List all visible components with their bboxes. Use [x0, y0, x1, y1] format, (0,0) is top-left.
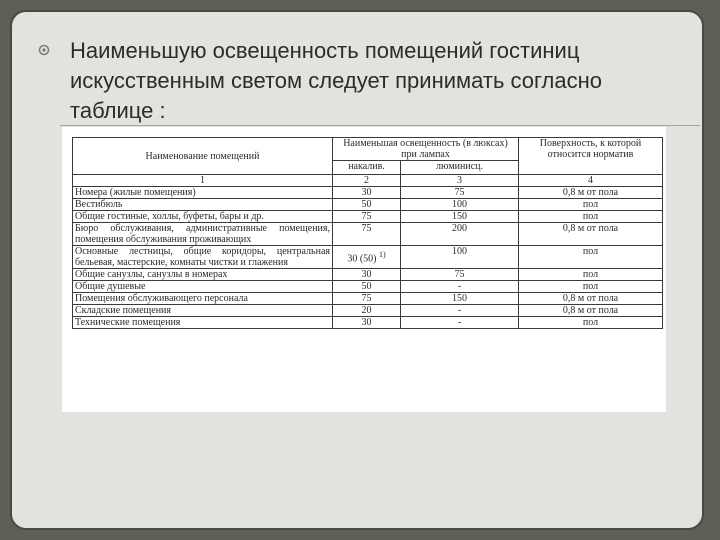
surface-cell: пол [519, 269, 663, 281]
luminescent-cell: 100 [401, 246, 519, 269]
room-name-cell: Общие санузлы, санузлы в номерах [73, 269, 333, 281]
table-row [73, 281, 663, 293]
incandescent-cell: 75 [333, 211, 401, 223]
surface-cell: пол [519, 211, 663, 223]
table-row [73, 223, 663, 246]
table-row [73, 305, 663, 317]
table-row [73, 293, 663, 305]
incandescent-cell: 20 [333, 305, 401, 317]
surface-cell: пол [519, 281, 663, 293]
header-incandescent: накалив. [333, 161, 401, 175]
room-name-cell: Основные лестницы, общие коридоры, центральная бельевая, мастерские, комнаты чистки и глажения [73, 246, 333, 269]
illumination-table [72, 137, 663, 329]
bullet-circle-icon [38, 36, 58, 126]
room-name-cell: Технические помещения [73, 317, 333, 329]
bullet-line-1: Наименьшую освещенность помещений гостиниц [70, 38, 580, 63]
luminescent-cell: 200 [401, 223, 519, 246]
surface-cell: пол [519, 246, 663, 269]
table-row [73, 187, 663, 199]
surface-cell: 0,8 м от пола [519, 293, 663, 305]
luminescent-cell: 150 [401, 293, 519, 305]
bullet-line-2: искусственным светом следует принимать согласно [70, 68, 603, 93]
table-row [73, 246, 663, 269]
room-name-cell: Общие гостиные, холлы, буфеты, бары и др. [73, 211, 333, 223]
table-row [73, 211, 663, 223]
luminescent-cell: 150 [401, 211, 519, 223]
table-row [73, 269, 663, 281]
bullet-text [70, 36, 602, 126]
header-room-name: Наименование помещений [73, 138, 333, 175]
incandescent-cell: 75 [333, 223, 401, 246]
surface-cell: пол [519, 317, 663, 329]
header-surface: Поверхность, к которой относится норматив [519, 138, 663, 175]
incandescent-cell [333, 246, 401, 269]
incandescent-cell: 75 [333, 293, 401, 305]
index-cell: 2 [333, 175, 401, 187]
room-name-cell: Вестибюль [73, 199, 333, 211]
incandescent-cell: 30 [333, 187, 401, 199]
slide [10, 10, 704, 530]
surface-cell: 0,8 м от пола [519, 187, 663, 199]
room-name-cell: Помещения обслуживающего персонала [73, 293, 333, 305]
surface-cell: 0,8 м от пола [519, 305, 663, 317]
bullet-line-3: таблице : [70, 98, 166, 123]
luminescent-cell: - [401, 305, 519, 317]
table-image [62, 127, 666, 412]
surface-cell: 0,8 м от пола [519, 223, 663, 246]
table-row [73, 317, 663, 329]
incandescent-cell: 50 [333, 281, 401, 293]
footnote-mark: 1) [379, 250, 386, 260]
room-name-cell: Общие душевые [73, 281, 333, 293]
table-index-row [73, 175, 663, 187]
header-lux-group: Наименьшая освещенность (в люксах) при лампах [333, 138, 519, 161]
index-cell: 3 [401, 175, 519, 187]
surface-cell: пол [519, 199, 663, 211]
incandescent-value: 30 (50) [347, 253, 377, 265]
divider-line [60, 125, 700, 126]
luminescent-cell: 75 [401, 187, 519, 199]
header-luminescent: люминисц. [401, 161, 519, 175]
index-cell: 4 [519, 175, 663, 187]
room-name-cell: Номера (жилые помещения) [73, 187, 333, 199]
luminescent-cell: - [401, 317, 519, 329]
room-name-cell: Складские помещения [73, 305, 333, 317]
incandescent-cell: 50 [333, 199, 401, 211]
table-row [73, 199, 663, 211]
luminescent-cell: - [401, 281, 519, 293]
incandescent-cell: 30 [333, 269, 401, 281]
luminescent-cell: 75 [401, 269, 519, 281]
incandescent-cell: 30 [333, 317, 401, 329]
luminescent-cell: 100 [401, 199, 519, 211]
room-name-cell: Бюро обслуживания, административные помещения, помещения обслуживания проживающих [73, 223, 333, 246]
bullet-item [38, 36, 678, 126]
index-cell: 1 [73, 175, 333, 187]
